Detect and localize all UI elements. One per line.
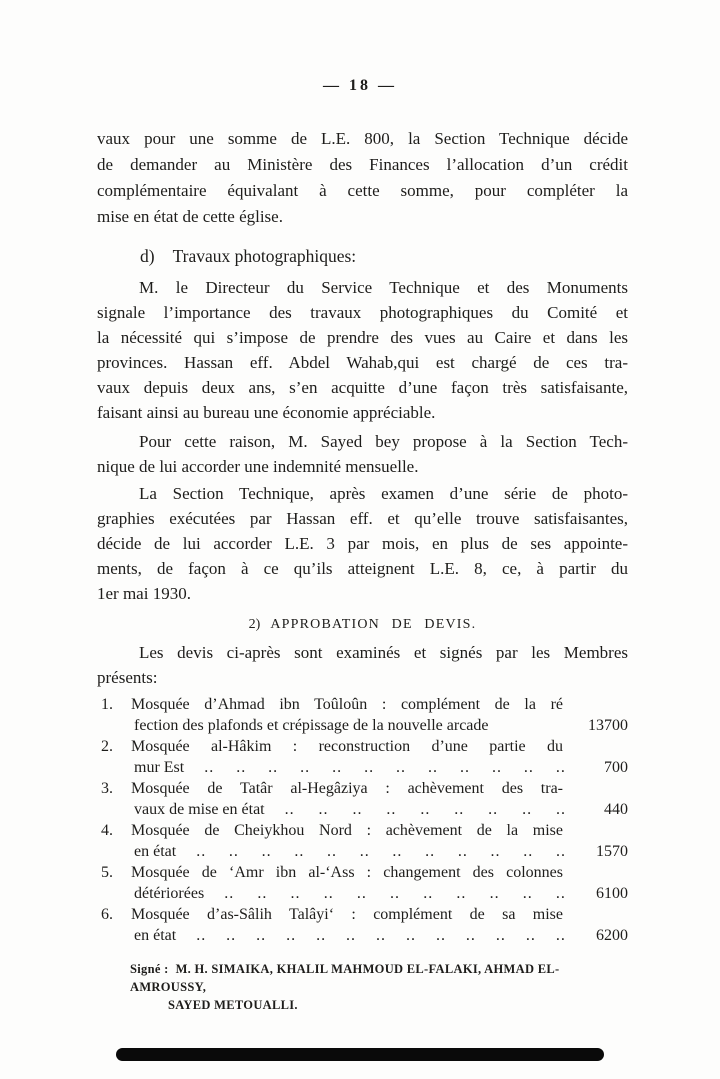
text-line: Pour cette raison, M. Sayed bey propose à la Section Tech- bbox=[139, 432, 628, 451]
section-d-title: Travaux photographiques: bbox=[172, 246, 357, 266]
devis-item-number: 1. bbox=[101, 696, 113, 713]
paragraph-photographic-works bbox=[97, 275, 628, 425]
text-line: vaux pour une somme de L.E. 800, la Section Technique décide bbox=[97, 129, 628, 148]
approbation-title: APPROBATION DE DEVIS. bbox=[270, 617, 477, 632]
paragraph-section-decision bbox=[97, 481, 628, 606]
text-line: décide de lui accorder L.E. 3 par mois, en plus de ses appointe- bbox=[97, 534, 628, 553]
devis-item-title-continuation: mur Est bbox=[134, 759, 185, 776]
home-indicator-bar[interactable] bbox=[116, 1048, 604, 1061]
devis-row bbox=[97, 862, 628, 904]
dot-leader: .. .. .. .. .. .. .. .. .. .. .. .. bbox=[196, 843, 566, 860]
devis-item-number: 2. bbox=[101, 738, 113, 755]
devis-item-number: 6. bbox=[101, 906, 113, 923]
text-line: ments, de façon à ce qu’ils atteignent L.E. 8, ce, à partir du bbox=[97, 559, 628, 578]
text-line: la nécessité qui s’impose de prendre des vues au Caire et dans les bbox=[97, 328, 628, 347]
devis-item-title-continuation: vaux de mise en état bbox=[134, 801, 265, 818]
text-line: Les devis ci-après sont examinés et signés par les Membres bbox=[139, 643, 628, 662]
devis-item-title-continuation: en état bbox=[134, 843, 177, 860]
devis-amount: 6100 bbox=[596, 885, 628, 902]
devis-item-number: 4. bbox=[101, 822, 113, 839]
devis-item-title-continuation: en état bbox=[134, 927, 177, 944]
section-heading-approbation-devis bbox=[97, 615, 628, 635]
text-line: mise en état de cette église. bbox=[97, 207, 283, 226]
devis-item-title: Mosquée de ‘Amr ibn al-‘Ass : changement des colonnes bbox=[131, 864, 563, 881]
dot-leader: .. .. .. .. .. .. .. .. .. bbox=[284, 801, 566, 818]
section-heading-d bbox=[97, 244, 628, 269]
text-line: de demander au Ministère des Finances l’allocation d’un crédit bbox=[97, 155, 628, 174]
signature-line-2: SAYED METOUALLI. bbox=[168, 998, 298, 1012]
text-line: complémentaire équivalant à cette somme, pour compléter la bbox=[97, 181, 628, 200]
paragraph-indemnite-proposal bbox=[97, 429, 628, 479]
devis-row bbox=[97, 820, 628, 862]
dot-leader: .. .. .. .. .. .. .. .. .. .. .. .. bbox=[204, 759, 566, 776]
dot-leader: .. .. .. .. .. .. .. .. .. .. .. .. .. bbox=[196, 927, 566, 944]
devis-item-number: 3. bbox=[101, 780, 113, 797]
paragraph-credit-continuation bbox=[97, 126, 628, 230]
devis-item-title: Mosquée de Cheiykhou Nord : achèvement de la mise bbox=[131, 822, 563, 839]
devis-row bbox=[97, 778, 628, 820]
devis-item-title: Mosquée al-Hâkim : reconstruction d’une partie du bbox=[131, 738, 563, 755]
text-line: vaux depuis deux ans, s’en acquitte d’une façon très satisfaisante, bbox=[97, 378, 628, 397]
devis-row bbox=[97, 904, 628, 946]
approbation-label: 2) bbox=[248, 617, 261, 632]
devis-item-title: Mosquée de Tatâr al-Hegâziya : achèvement des tra- bbox=[131, 780, 563, 797]
devis-amount: 1570 bbox=[596, 843, 628, 860]
paragraph-devis-intro bbox=[97, 640, 628, 690]
page-number: — 18 — bbox=[323, 77, 397, 94]
devis-amount: 6200 bbox=[596, 927, 628, 944]
dot-leader bbox=[489, 715, 582, 736]
page-content bbox=[97, 126, 628, 1014]
devis-item-title-continuation: détériorées bbox=[134, 885, 205, 902]
signature-block bbox=[97, 960, 628, 1014]
devis-amount: 700 bbox=[604, 759, 628, 776]
devis-list bbox=[97, 694, 628, 946]
text-line: 1er mai 1930. bbox=[97, 584, 191, 603]
devis-amount: 440 bbox=[604, 801, 628, 818]
text-line: nique de lui accorder une indemnité mensuelle. bbox=[97, 457, 419, 476]
text-line: signale l’importance des travaux photographiques du Comité et bbox=[97, 303, 628, 322]
section-d-label: d) bbox=[140, 246, 155, 266]
devis-item-title: Mosquée d’as-Sâlih Talâyi‘ : complément de sa mise bbox=[131, 906, 563, 923]
signature-names: M. H. SIMAIKA, KHALIL MAHMOUD EL-FALAKI, AHMAD EL-AMROUSSY, bbox=[130, 962, 560, 994]
text-line: présents: bbox=[97, 668, 158, 687]
text-line: faisant ainsi au bureau une économie appréciable. bbox=[97, 403, 436, 422]
text-line: M. le Directeur du Service Technique et des Monuments bbox=[139, 278, 628, 297]
devis-row bbox=[97, 736, 628, 778]
devis-item-title-continuation: fection des plafonds et crépissage de la nouvelle arcade bbox=[134, 717, 489, 734]
text-line: provinces. Hassan eff. Abdel Wahab,qui est chargé de ces tra- bbox=[97, 353, 628, 372]
dot-leader: .. .. .. .. .. .. .. .. .. .. .. bbox=[224, 885, 566, 902]
devis-item-title: Mosquée d’Ahmad ibn Toûloûn : complément de la ré bbox=[131, 696, 563, 713]
devis-amount: 13700 bbox=[588, 717, 628, 734]
signature-line-1 bbox=[130, 960, 628, 996]
text-line: La Section Technique, après examen d’une série de photo- bbox=[139, 484, 628, 503]
devis-row bbox=[97, 694, 628, 736]
text-line: graphies exécutées par Hassan eff. et qu’elle trouve satisfaisantes, bbox=[97, 509, 628, 528]
devis-item-number: 5. bbox=[101, 864, 113, 881]
signature-prefix: Signé : bbox=[130, 962, 169, 976]
